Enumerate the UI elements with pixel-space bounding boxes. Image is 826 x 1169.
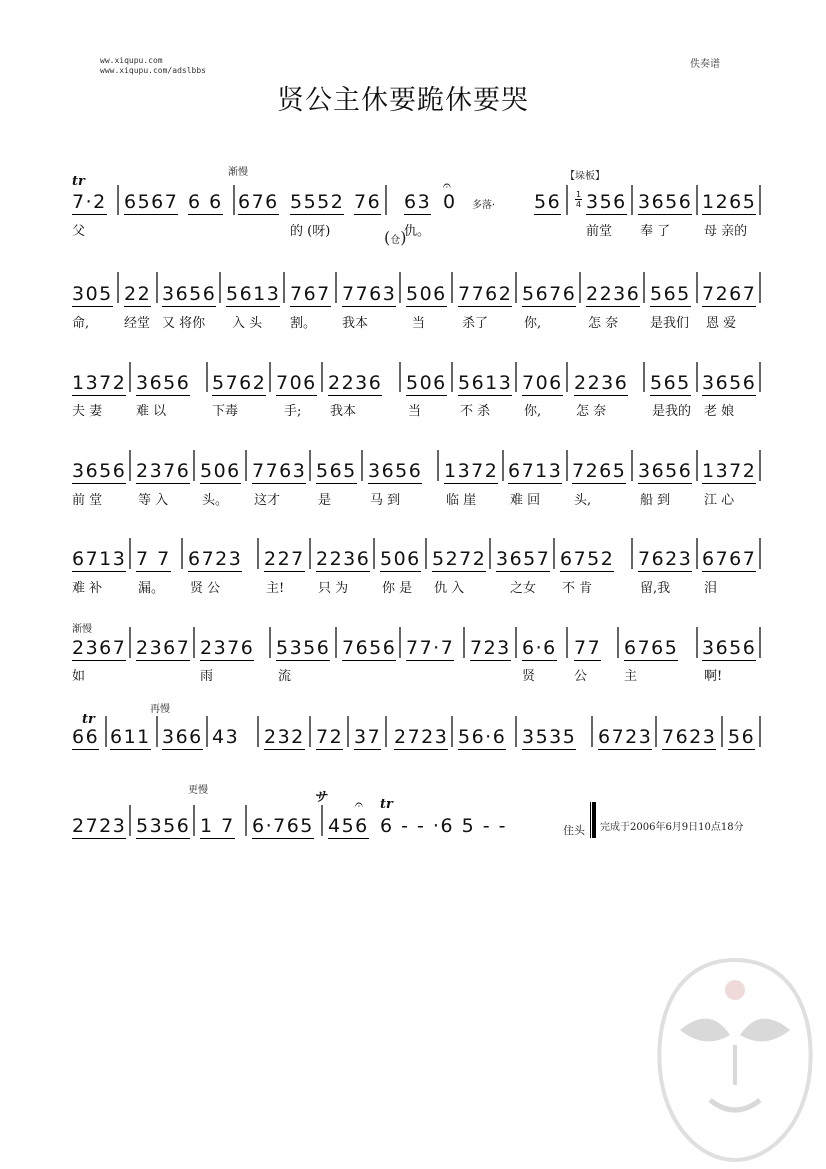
measure-r1-5: 5552 — [290, 191, 345, 213]
lyric-r6-4: 贤 — [522, 669, 536, 684]
site-url-1: ww.xiqupu.com — [100, 56, 163, 65]
measure-r2-1: 305 — [72, 283, 113, 305]
measure-r2-9: 5676 — [522, 283, 577, 305]
percussion-cang: (仓) — [384, 228, 407, 247]
measure-r7-6: 72 — [316, 726, 344, 748]
final-barline — [590, 802, 596, 838]
measure-r3-5: 2236 — [328, 372, 383, 394]
measure-r3-8: 706 — [522, 372, 563, 394]
lyric-r5-6: 你 是 — [382, 581, 413, 596]
measure-r4-10: 3656 — [638, 460, 693, 482]
lyric-r2-5: 割。 — [290, 316, 317, 331]
tempo-mark-gengman: 更慢 — [188, 785, 208, 796]
measure-r8-4: 6·765 — [252, 815, 314, 837]
measure-r7-4: 43 — [212, 726, 240, 748]
percussion-duoluo: 多落· — [472, 200, 496, 211]
measure-r1-8: 56 — [534, 191, 562, 213]
measure-r5-9: 6752 — [560, 548, 615, 570]
lyric-r3-7: 不 杀 — [460, 404, 491, 419]
measure-r1-6: 76 — [354, 191, 382, 213]
author-credit: 佚奏谱 — [690, 59, 720, 70]
lyric-r5-2: 漏。 — [138, 581, 165, 596]
measure-r4-3: 506 — [200, 460, 241, 482]
lyric-r6-2: 雨 — [200, 669, 214, 684]
lyric-r5-10: 留,我 — [640, 581, 671, 596]
measure-r4-2: 2376 — [136, 460, 191, 482]
measure-r7-2: 611 — [110, 726, 151, 748]
measure-r3-1: 1372 — [72, 372, 127, 394]
measure-r2-11: 565 — [650, 283, 691, 305]
lyric-r4-2: 等 入 — [138, 493, 169, 508]
sa-mark: サ — [314, 790, 328, 805]
lyric-r4-6: 马 到 — [370, 493, 401, 508]
lyric-r3-10: 是我的 — [652, 404, 692, 419]
measure-r8-1: 2723 — [72, 815, 127, 837]
lyric-r4-5: 是 — [318, 493, 332, 508]
lyric-r3-8: 你, — [524, 404, 542, 419]
lyric-r2-1: 命, — [72, 316, 90, 331]
measure-r7-5: 232 — [264, 726, 305, 748]
tempo-mark-zaiman: 再慢 — [150, 704, 170, 715]
measure-r1-rest: 0 — [443, 191, 457, 213]
lyric-r4-7: 临 崖 — [446, 493, 477, 508]
lyric-r4-10: 船 到 — [640, 493, 671, 508]
measure-r4-8: 6713 — [508, 460, 563, 482]
measure-r7-12: 7623 — [662, 726, 717, 748]
measure-r2-2: 22 — [124, 283, 152, 305]
measure-r2-5: 767 — [290, 283, 331, 305]
lyric-r5-4: 主! — [266, 581, 285, 596]
measure-r3-11: 3656 — [702, 372, 757, 394]
measure-r5-10: 7623 — [638, 548, 693, 570]
measure-r8-5: 456 — [328, 815, 369, 837]
zhutou-mark: 住头 — [563, 824, 585, 837]
lyric-r4-3: 头。 — [202, 493, 229, 508]
measure-r3-4: 706 — [276, 372, 317, 394]
measure-r6-4: 5356 — [276, 637, 331, 659]
measure-r8-3: 1 7 — [200, 815, 235, 837]
lyric-r5-5: 只 为 — [318, 581, 349, 596]
measure-r4-7: 1372 — [444, 460, 499, 482]
lyric-r5-9: 不 肯 — [562, 581, 593, 596]
measure-r5-7: 5272 — [432, 548, 487, 570]
measure-r8-6: 6 - - ·6 5 - - — [380, 815, 507, 837]
measure-r7-7: 37 — [354, 726, 382, 748]
lyric-r3-4: 手; — [284, 404, 302, 419]
lyric-r3-1: 夫 妻 — [72, 404, 103, 419]
section-mark-kuaiban: 【垛板】 — [565, 171, 605, 182]
measure-r7-11: 6723 — [598, 726, 653, 748]
measure-r2-3: 3656 — [162, 283, 217, 305]
measure-r2-10: 2236 — [586, 283, 641, 305]
measure-r5-1: 6713 — [72, 548, 127, 570]
measure-r5-4: 227 — [264, 548, 305, 570]
lyric-r1-4: 前堂 — [586, 224, 613, 239]
lyric-r5-8: 之女 — [510, 581, 537, 596]
lyric-r4-4: 这才 — [254, 493, 281, 508]
measure-r1-7: 63 — [404, 191, 432, 213]
lyric-r2-10: 怎 奈 — [588, 316, 619, 331]
lyric-r3-11: 老 娘 — [704, 404, 735, 419]
fermata-icon-1: 𝄐 — [443, 178, 451, 194]
lyric-r3-5: 我本 — [330, 404, 357, 419]
lyric-r6-5: 公 — [574, 669, 588, 684]
measure-r4-11: 1372 — [702, 460, 757, 482]
lyric-r6-7: 啊! — [704, 669, 723, 684]
lyric-r1-2: 的 (呀) — [290, 224, 331, 239]
lyric-r5-7: 仇 入 — [434, 581, 465, 596]
measure-r2-8: 7762 — [458, 283, 513, 305]
lyric-r4-1: 前 堂 — [72, 493, 103, 508]
measure-r7-9: 56·6 — [458, 726, 507, 748]
time-sig-bottom: 4 — [575, 200, 582, 209]
measure-r5-2: 7 7 — [136, 548, 171, 570]
measure-r6-3: 2376 — [200, 637, 255, 659]
lyric-r4-11: 江 心 — [704, 493, 735, 508]
tempo-mark-jianman-2: 渐慢 — [72, 624, 92, 635]
fermata-icon-2: 𝄐 — [355, 797, 363, 813]
lyric-r1-5: 奉 了 — [640, 224, 671, 239]
opera-mask-watermark — [650, 950, 820, 1165]
measure-r3-10: 565 — [650, 372, 691, 394]
measure-r8-2: 5356 — [136, 815, 191, 837]
lyric-r6-1: 如 — [72, 669, 86, 684]
measure-r4-9: 7265 — [572, 460, 627, 482]
measure-r1-11: 1265 — [702, 191, 757, 213]
measure-r1-9: 356 — [586, 191, 627, 213]
measure-r6-11: 3656 — [702, 637, 757, 659]
measure-r7-1: 66 — [72, 726, 100, 748]
cang-text: 仓 — [390, 235, 401, 246]
lyric-r3-2: 难 以 — [136, 404, 167, 419]
measure-r2-4: 5613 — [226, 283, 281, 305]
lyric-r6-3: 流 — [278, 669, 292, 684]
measure-r1-10: 3656 — [638, 191, 693, 213]
measure-r3-6: 506 — [406, 372, 447, 394]
lyric-r2-9: 你, — [524, 316, 542, 331]
measure-r5-5: 2236 — [316, 548, 371, 570]
measure-r4-5: 565 — [316, 460, 357, 482]
lyric-r5-3: 贤 公 — [190, 581, 221, 596]
lyric-r2-6: 我本 — [342, 316, 369, 331]
measure-r6-5: 7656 — [342, 637, 397, 659]
lyric-r4-9: 头, — [574, 493, 592, 508]
lyric-r2-2: 经堂 — [124, 316, 151, 331]
measure-r6-8: 6·6 — [522, 637, 557, 659]
measure-r1-3: 6 6 — [188, 191, 223, 213]
measure-r6-10: 6765 — [624, 637, 679, 659]
measure-r4-4: 7763 — [252, 460, 307, 482]
measure-r6-6: 77·7 — [406, 637, 455, 659]
measure-r6-1: 2367 — [72, 637, 127, 659]
measure-r5-3: 6723 — [188, 548, 243, 570]
measure-r6-9: 77 — [574, 637, 602, 659]
tempo-mark-jianman: 渐慢 — [228, 167, 248, 178]
measure-r5-8: 3657 — [496, 548, 551, 570]
measure-r5-6: 506 — [380, 548, 421, 570]
measure-r1-4: 676 — [238, 191, 279, 213]
measure-r7-10: 3535 — [522, 726, 577, 748]
measure-r3-2: 3656 — [136, 372, 191, 394]
measure-r7-8: 2723 — [394, 726, 449, 748]
lyric-r2-12: 恩 爱 — [706, 316, 737, 331]
trill-mark-3: tr — [380, 797, 393, 812]
lyric-r1-1: 父 — [72, 224, 86, 239]
measure-r6-7: 723 — [470, 637, 511, 659]
trill-mark-2: tr — [82, 712, 95, 727]
measure-r3-7: 5613 — [458, 372, 513, 394]
trill-mark-1: tr — [72, 174, 85, 189]
lyric-r3-6: 当 — [408, 404, 422, 419]
measure-r2-12: 7267 — [702, 283, 757, 305]
lyric-r2-3: 又 将你 — [162, 316, 206, 331]
measure-r1-2: 6567 — [124, 191, 179, 213]
lyric-r3-9: 怎 奈 — [576, 404, 607, 419]
site-url-2: www.xiqupu.com/adslbbs — [100, 66, 206, 75]
measure-r5-11: 6767 — [702, 548, 757, 570]
measure-r1-1: 7·2 — [72, 191, 107, 213]
measure-r6-2: 2367 — [136, 637, 191, 659]
measure-r4-6: 3656 — [368, 460, 423, 482]
page-title: 贤公主休要跪休要哭 — [277, 85, 529, 116]
lyric-r2-4: 入 头 — [232, 316, 263, 331]
measure-r4-1: 3656 — [72, 460, 127, 482]
measure-r7-13: 56 — [728, 726, 756, 748]
measure-r3-9: 2236 — [574, 372, 629, 394]
time-sig-top: 1 — [575, 190, 582, 199]
lyric-r4-8: 难 回 — [510, 493, 541, 508]
measure-r2-6: 7763 — [342, 283, 397, 305]
lyric-r2-8: 杀了 — [462, 316, 489, 331]
lyric-r1-6: 母 亲的 — [704, 224, 748, 239]
measure-r3-3: 5762 — [212, 372, 267, 394]
measure-r2-7: 506 — [406, 283, 447, 305]
lyric-r2-7: 当 — [412, 316, 426, 331]
lyric-r5-11: 泪 — [704, 581, 718, 596]
measure-r7-3: 366 — [162, 726, 203, 748]
completion-note: 完成于2006年6月9日10点18分 — [600, 822, 744, 833]
lyric-r1-3: 仇。 — [404, 224, 431, 239]
lyric-r3-3: 下毒 — [212, 404, 239, 419]
lyric-r5-1: 难 补 — [72, 581, 103, 596]
lyric-r6-6: 主 — [624, 669, 638, 684]
lyric-r2-11: 是我们 — [650, 316, 690, 331]
